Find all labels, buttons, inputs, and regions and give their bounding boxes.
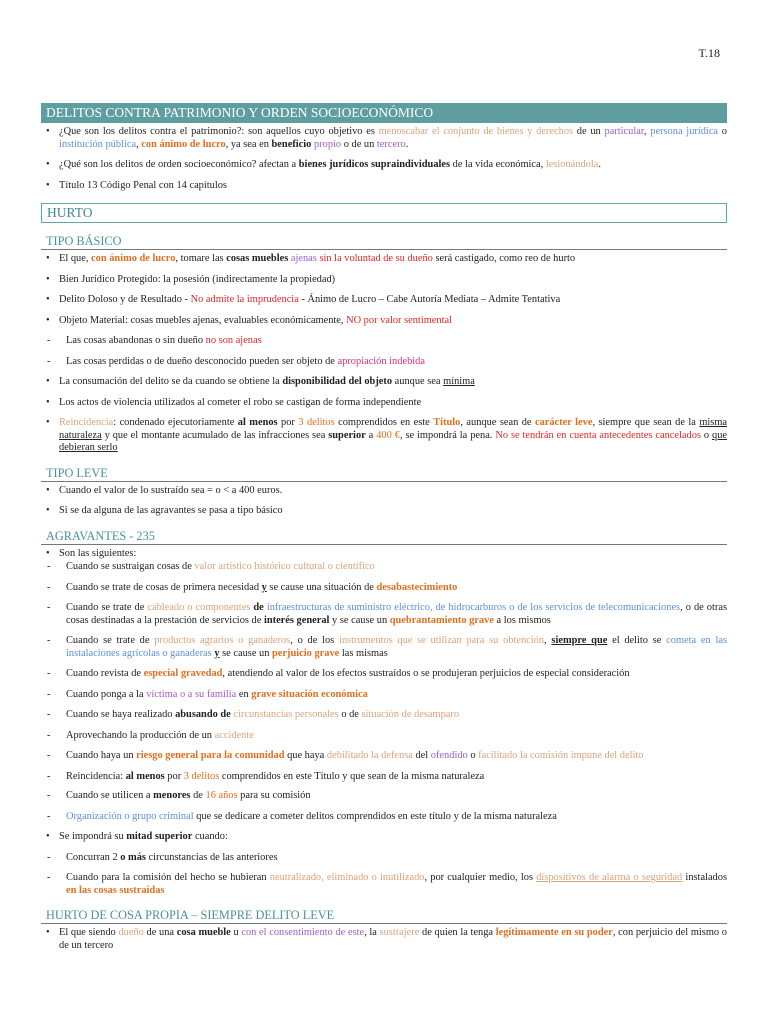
list-item: - Organización o grupo criminal que se dedicare a cometer delitos comprendidos en este título y de la misma naturaleza [41, 811, 727, 824]
list-item: • Los actos de violencia utilizados al cometer el robo se castigan de forma independiente [41, 397, 727, 410]
list-item: • El que, con ánimo de lucro, tomare las cosas muebles ajenas sin la voluntad de su dueño será castigado, como reo de hurto [41, 253, 727, 266]
list-item: - Cuando se haya realizado abusando de circunstancias personales o de situación de desamparo [41, 709, 727, 722]
list-item: - Cuando revista de especial gravedad, atendiendo al valor de los efectos sustraídos o se produjeran perjuicios de especial consideración [41, 668, 727, 681]
list-item: - Concurran 2 o más circunstancias de las anteriores [41, 852, 727, 865]
list-item: - Cuando haya un riesgo general para la comunidad que haya debilitado la defensa del ofendido o facilitado la comisión impune del delito [41, 750, 727, 763]
list-item: • Reincidencia: condenado ejecutoriamente al menos por 3 delitos comprendidos en este Título, aunque sean de carácter leve, siempre que sean de la misma naturaleza y que el montante acumulado de las infracciones sea superior a 400 €, se impondrá la pena. No se tendrán en cuenta antecedentes cancelados o que debieran serlo [41, 417, 727, 455]
list-item: • Son las siguientes: [41, 548, 727, 561]
heading-agravantes: AGRAVANTES - 235 [41, 529, 727, 545]
heading-tipo-basico: TIPO BÁSICO [41, 234, 727, 250]
heading-tipo-leve: TIPO LEVE [41, 466, 727, 482]
list-item: - Cuando se trate de cosas de primera necesidad y se cause una situación de desabastecimiento [41, 582, 727, 595]
list-item: • Se impondrá su mitad superior cuando: [41, 831, 727, 844]
section-title-band: DELITOS CONTRA PATRIMONIO Y ORDEN SOCIOECONÓMICO [41, 103, 727, 123]
list-item: - Aprovechando la producción de un accidente [41, 730, 727, 743]
list-item: - Cuando ponga a la víctima o a su familia en grave situación económica [41, 689, 727, 702]
list-item: • El que siendo dueño de una cosa mueble u con el consentimiento de este, la sustrajere de quien la tenga legítimamente en su poder, con perjuicio del mismo o de un tercero [41, 927, 727, 952]
tipo-leve-list [41, 485, 727, 518]
tipo-basico-list [41, 253, 727, 455]
list-item: - Cuando se trate de productos agrarios o ganaderos, o de los instrumentos que se utilizan para su obtención, siempre que el delito se cometa en las instalaciones agrícolas o ganaderas y se cause un perjuicio grave las mismas [41, 635, 727, 660]
list-item: • La consumación del delito se da cuando se obtiene la disponibilidad del objeto aunque sea mínima [41, 376, 727, 389]
heading-cosa-propia: HURTO DE COSA PROPIA – SIEMPRE DELITO LEVE [41, 908, 727, 924]
list-item: - Cuando se utilicen a menores de 16 años para su comisión [41, 790, 727, 803]
heading-hurto: HURTO [41, 203, 727, 223]
list-item: • Si se da alguna de las agravantes se pasa a tipo básico [41, 505, 727, 518]
list-item: • ¿Que son los delitos contra el patrimonio?: son aquellos cuyo objetivo es menoscabar el conjunto de bienes y derechos de un particular, persona jurídica o institución pública, con ánimo de lucro, ya sea en beneficio propio o de un tercero. [41, 126, 727, 151]
list-item: • Bien Jurídico Protegido: la posesión (indirectamente la propiedad) [41, 274, 727, 287]
list-item: • ¿Qué son los delitos de orden socioeconómico? afectan a bienes jurídicos supraindividuales de la vida económica, lesionándola. [41, 159, 727, 172]
list-item: - Cuando se trate de cableado o componentes de infraestructuras de suministro eléctrico, de hidrocarburos o de los servicios de telecomunicaciones, o de otras cosas destinadas a la prestación de servicios de interés general y se cause un quebrantamiento grave a los mismos [41, 602, 727, 627]
agravantes-list [41, 548, 727, 898]
cosa-propia-list [41, 927, 727, 952]
list-item: - Las cosas abandonas o sin dueño no son ajenas [41, 335, 727, 348]
list-item: • Delito Doloso y de Resultado - No admite la imprudencia - Ánimo de Lucro – Cabe Autoría Mediata – Admite Tentativa [41, 294, 727, 307]
page-content [41, 103, 727, 952]
list-item: - Reincidencia: al menos por 3 delitos comprendidos en este Título y que sean de la misma naturaleza [41, 771, 727, 784]
list-item: • Título 13 Código Penal con 14 capítulos [41, 180, 727, 193]
list-item: - Las cosas perdidas o de dueño desconocido pueden ser objeto de apropiación indebida [41, 356, 727, 369]
intro-list [41, 126, 727, 192]
page-number: T.18 [698, 46, 720, 60]
list-item: • Cuando el valor de lo sustraído sea = o < a 400 euros. [41, 485, 727, 498]
list-item: • Objeto Material: cosas muebles ajenas, evaluables económicamente, NO por valor sentimental [41, 315, 727, 328]
list-item: - Cuando se sustraigan cosas de valor artístico histórico cultural o científico [41, 561, 727, 574]
list-item: - Cuando para la comisión del hecho se hubieran neutralizado, eliminado o inutilizado, por cualquier medio, los dispositivos de alarma o seguridad instalados en las cosas sustraídas [41, 872, 727, 897]
